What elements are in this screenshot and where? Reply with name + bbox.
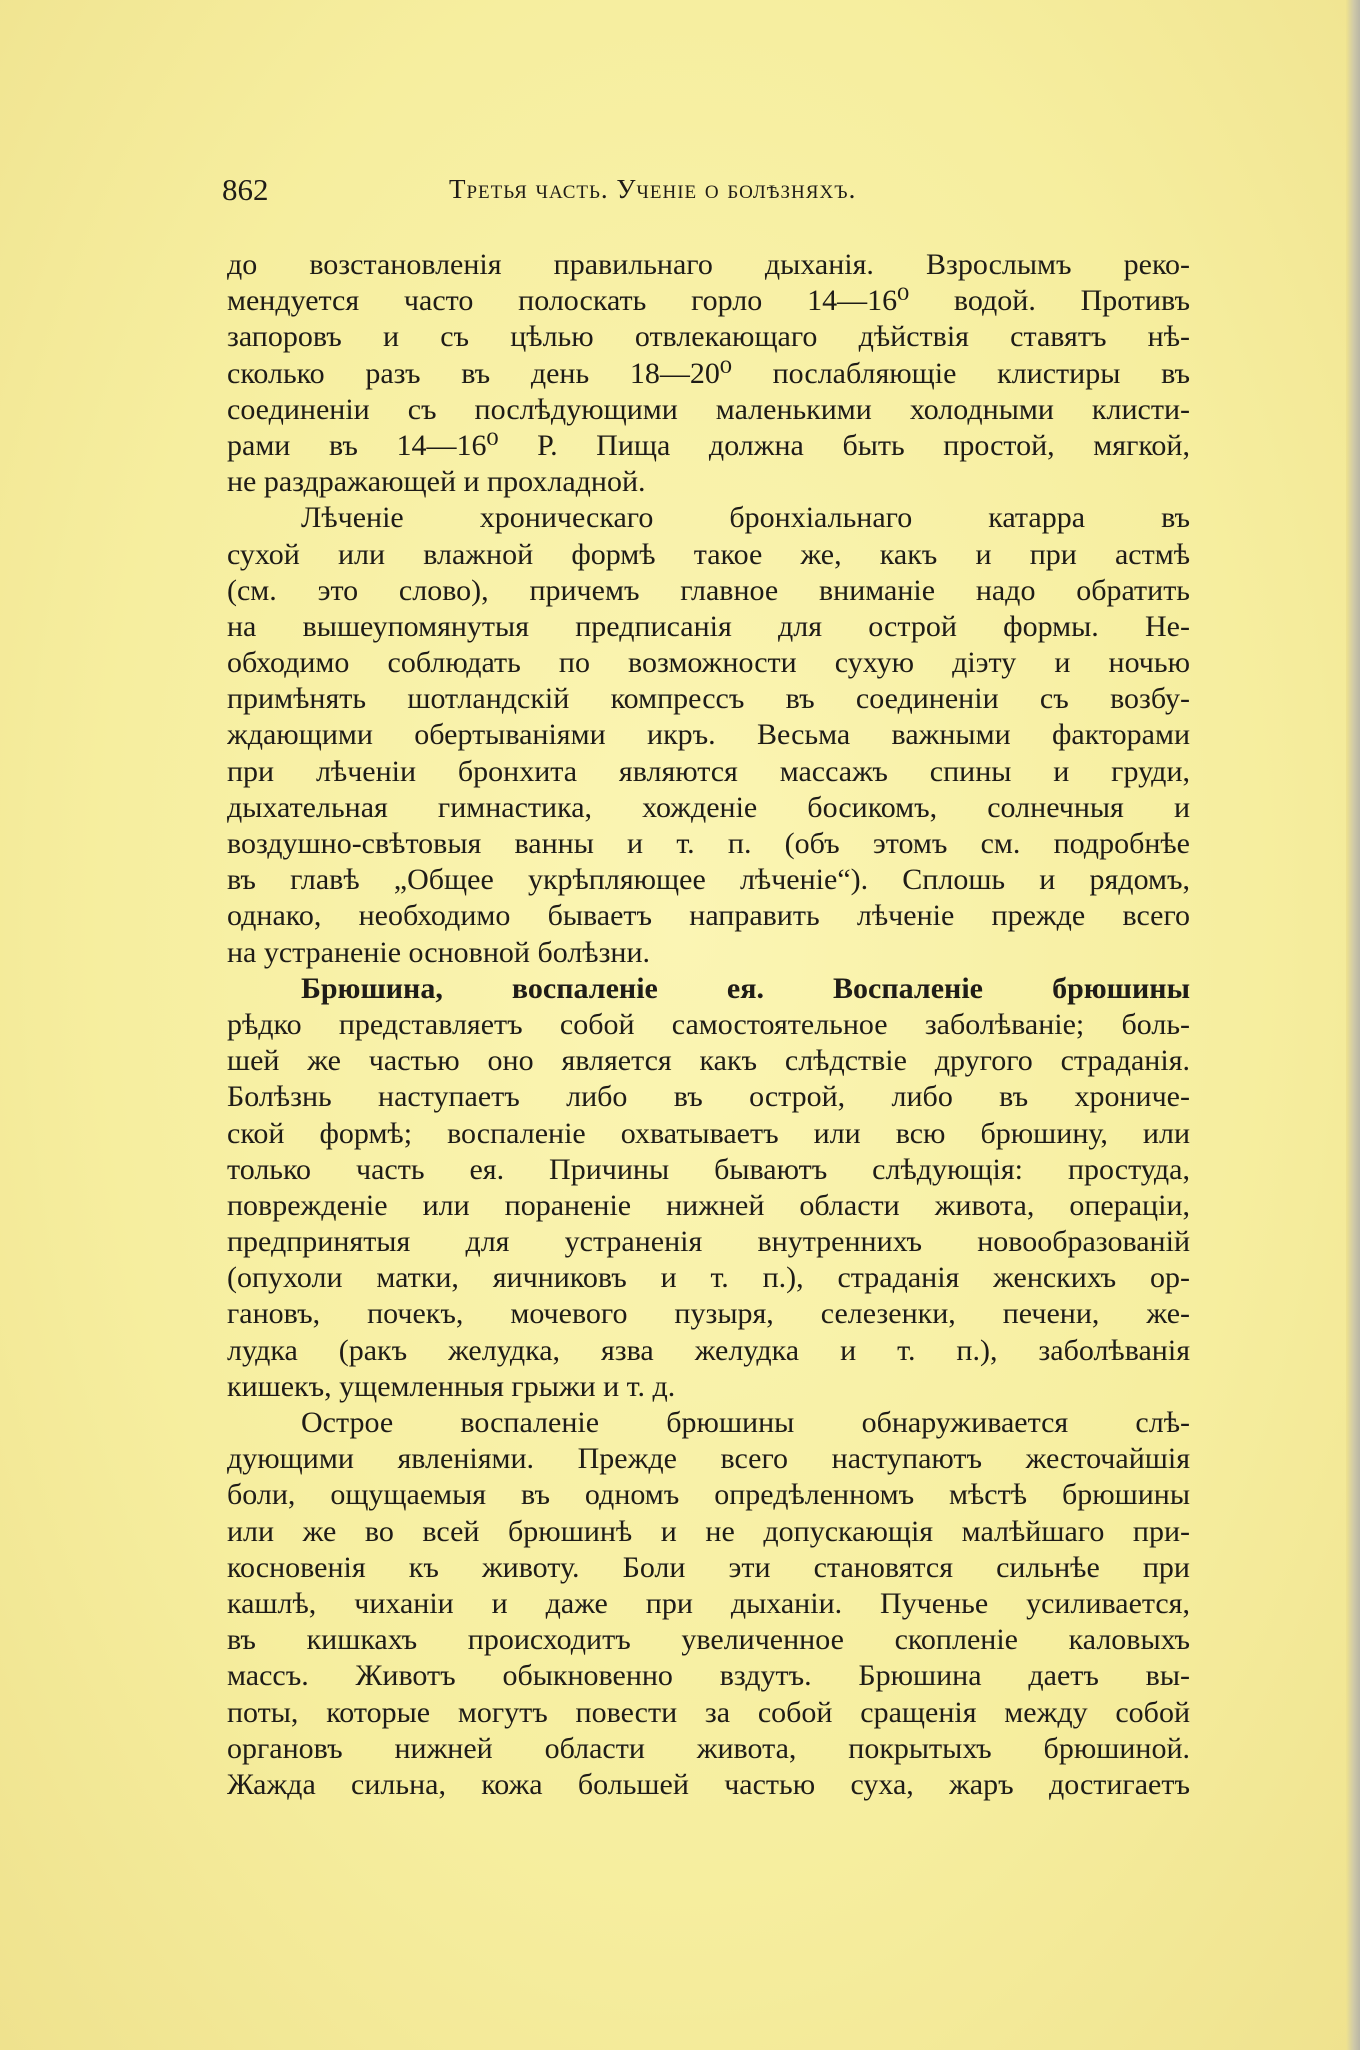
text-line: воздушно-свѣтовыя ванны и т. п. (объ этомъ см. подробнѣе xyxy=(227,827,1190,860)
text-line: или же во всей брюшинѣ и не допускающія малѣйшаго при- xyxy=(227,1514,1190,1548)
text-line: на устраненіе основной болѣзни. xyxy=(227,935,651,969)
text-line: кашлѣ, чиханіи и даже при дыханіи. Пученье усиливается, xyxy=(227,1586,1190,1620)
text-line: до возстановленія правильнаго дыханія. Взрослымъ реко- xyxy=(227,248,1190,281)
text-line: шей же частью оно является какъ слѣдствіе другого страданія. xyxy=(227,1044,1190,1078)
text-line: не раздражающей и прохладной. xyxy=(227,465,646,499)
text-line: дующими явленіями. Прежде всего наступаютъ жесточайшія xyxy=(227,1442,1190,1476)
text-line: Болѣзнь наступаетъ либо въ острой, либо въ хрониче- xyxy=(227,1080,1190,1114)
text-line: Острое воспаленіе брюшины обнаруживается слѣ- xyxy=(301,1406,1190,1439)
text-line: массъ. Животъ обыкновенно вздутъ. Брюшина даетъ вы- xyxy=(227,1659,1190,1693)
text-line: ской формѣ; воспаленіе охватываетъ или всю брюшину, или xyxy=(227,1116,1190,1150)
text-line: (опухоли матки, яичниковъ и т. п.), страданія женскихъ ор- xyxy=(227,1261,1190,1295)
text-line: косновенія къ животу. Боли эти становятся сильнѣе при xyxy=(227,1550,1190,1584)
text-line: органовъ нижней области живота, покрытыхъ брюшиной. xyxy=(227,1731,1190,1765)
text-line: въ главѣ „Общее укрѣпляющее лѣченіе“). Сплошь и рядомъ, xyxy=(227,863,1190,897)
section-heading-line: Брюшина, воспаленіе ея. Воспаленіе брюшины xyxy=(301,971,1190,1005)
text-line: сколько разъ въ день 18—20⁰ послабляющіе клистиры въ xyxy=(227,356,1190,390)
text-line: мендуется часто полоскать горло 14—16⁰ водой. Противъ xyxy=(227,284,1190,318)
page-header xyxy=(222,172,1222,216)
text-line: только часть ея. Причины бываютъ слѣдующія: простуда, xyxy=(227,1152,1190,1186)
text-line: дыхательная гимнастика, хожденіе босикомъ, солнечныя и xyxy=(227,790,1190,824)
running-head: Третья часть. Ученіе о болѣзняхъ. xyxy=(449,174,857,204)
page-number: 862 xyxy=(222,172,269,207)
text-line: (см. это слово), причемъ главное вниманіе надо обратить xyxy=(227,573,1190,607)
text-line: поврежденіе или пораненіе нижней области живота, операціи, xyxy=(227,1188,1190,1222)
text-line: поты, которые могутъ повести за собой сращенія между собой xyxy=(227,1695,1190,1729)
text-line: Жажда сильна, кожа большей частью суха, жаръ достигаетъ xyxy=(227,1767,1190,1801)
text-line: предпринятыя для устраненія внутреннихъ новообразованій xyxy=(227,1225,1190,1259)
text-line: рами въ 14—16⁰ Р. Пища должна быть простой, мягкой, xyxy=(227,428,1190,462)
text-line: гановъ, почекъ, мочевого пузыря, селезенки, печени, же- xyxy=(227,1297,1190,1331)
text-line: боли, ощущаемыя въ одномъ опредѣленномъ мѣстѣ брюшины xyxy=(227,1478,1190,1512)
text-line: кишекъ, ущемленныя грыжи и т. д. xyxy=(227,1369,676,1403)
body-text xyxy=(227,247,1190,1803)
text-line: однако, необходимо бываетъ направить лѣченіе прежде всего xyxy=(227,899,1190,933)
text-line: рѣдко представляетъ собой самостоятельное заболѣваніе; боль- xyxy=(227,1007,1190,1041)
text-line: примѣнять шотландскій компрессъ въ соединеніи съ возбу- xyxy=(227,682,1190,716)
text-line: запоровъ и съ цѣлью отвлекающаго дѣйствія ставятъ нѣ- xyxy=(227,320,1190,354)
text-line: Лѣченіе хроническаго бронхіальнаго катарра въ xyxy=(301,501,1190,535)
text-line: на вышеупомянутыя предписанія для острой формы. Не- xyxy=(227,609,1190,643)
text-line: соединеніи съ послѣдующими маленькими холодными клисти- xyxy=(227,392,1190,426)
page-edge xyxy=(1346,0,1360,2050)
text-line: обходимо соблюдать по возможности сухую діэту и ночью xyxy=(227,646,1190,680)
text-line: лудка (ракъ желудка, язва желудка и т. п.), заболѣванія xyxy=(227,1333,1190,1367)
text-line: въ кишкахъ происходитъ увеличенное скопленіе каловыхъ xyxy=(227,1623,1190,1657)
text-line: ждающими обертываніями икръ. Весьма важными факторами xyxy=(227,718,1190,752)
text-line: сухой или влажной формѣ такое же, какъ и при астмѣ xyxy=(227,537,1190,571)
text-line: при лѣченіи бронхита являются массажъ спины и груди, xyxy=(227,754,1190,788)
